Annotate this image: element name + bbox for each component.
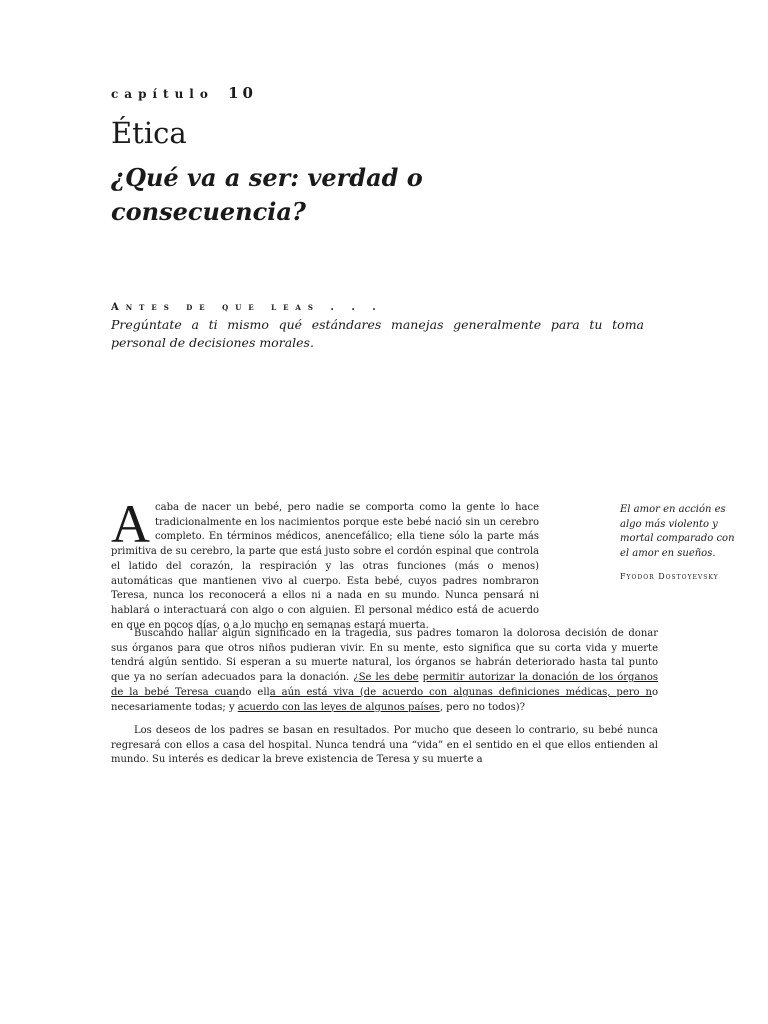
underline-4: acuerdo con las leyes de algunos países	[237, 701, 440, 713]
paragraph-3: Los deseos de los padres se basan en resultados. Por mucho que deseen lo contrario, su bebé nunca regresará con ellos a casa del hospital. Nunca tendrá una “vida” en el sentido en el que ellos entienden al mundo. Su interés es dedicar la breve existencia de Teresa y su muerte a	[111, 725, 658, 766]
underline-3: a aún está viva (de acuerdo con algunas definiciones médicas, pero n	[269, 686, 652, 698]
chapter-label	[111, 84, 257, 102]
paragraph-2-text: Buscando hallar algún significado en la tragedia, sus padres tomaron la dolorosa decisión de donar sus órganos para que otros niños pudieran vivir. En su mente, esto significa que su corta vida y muerte tendrá algún sentido. Si esperan a su muerte natural, los órganos se habrán deteriorado hasta tal punto que ya no serían adecuados para la donación. ¿	[111, 628, 658, 684]
chapter-word: capítulo	[111, 87, 214, 101]
chapter-title: Ética	[111, 116, 187, 150]
paragraph-2-space-2: do ell	[239, 686, 270, 698]
chapter-number: 10	[228, 84, 257, 102]
lead-paragraph-text: caba de nacer un bebé, pero nadie se comporta como la gente lo hace tradicionalmente en los nacimientos porque este bebé nació sin un cerebro completo. En términos médicos, anencefálico; ella tiene sólo la parte más primitiva de su cerebro, la parte que está justo sobre el cordón espinal que controla el latido del corazón, la respiración y las otras funciones (más o menos) automáticas que mantienen vivo al cuerpo. Esta bebé, cuyos padres nombraron Teresa, nunca los reconocerá a ellos ni a nada en su mundo. Nunca pensará ni hablará o interactuará con algo o con alguien. El personal médico está de acuerdo en que en pocos días, o a lo mucho en semanas estará muerta.	[111, 502, 539, 631]
underline-2: permitir autorizar la donación de los órganos de la bebé Teresa cuan	[111, 672, 659, 698]
sidebar-quote-author: Fyodor Dostoyevsky	[620, 572, 719, 581]
paragraph-2	[111, 627, 658, 715]
underline-1: Se les debe	[358, 672, 419, 684]
chapter-subtitle: ¿Qué va a ser: verdad o consecuencia?	[111, 163, 423, 226]
paragraph-2-space-3: o necesariamente todas; y	[111, 686, 658, 713]
before-reading-text: Pregúntate a ti mismo qué estándares manejas generalmente para tu toma personal de decisiones morales.	[111, 317, 644, 350]
before-reading-heading: Antes de que leas . . .	[111, 302, 383, 313]
lead-paragraph	[111, 494, 539, 633]
sidebar-quote: El amor en acción es algo más violento y mortal comparado con el amor en sueños.	[620, 504, 735, 559]
paragraph-2-end: , pero no todos)?	[439, 701, 525, 713]
drop-cap: A	[111, 494, 150, 554]
